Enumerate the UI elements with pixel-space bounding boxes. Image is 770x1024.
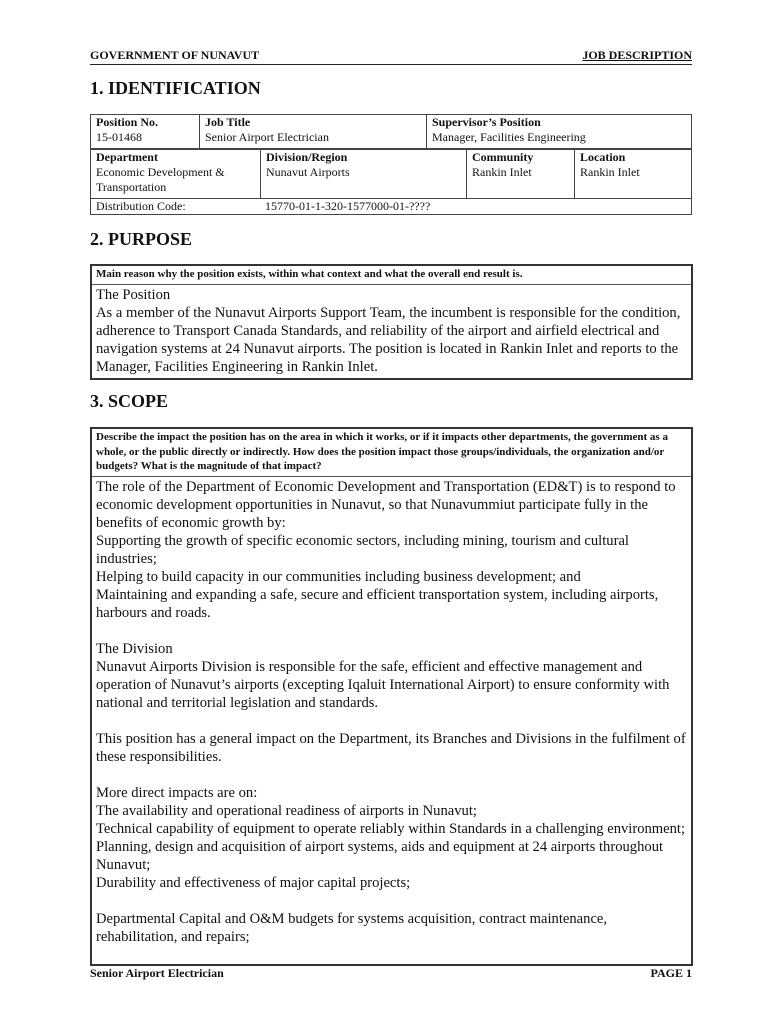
purpose-body — [92, 285, 691, 378]
scope-paragraph: Helping to build capacity in our communities including business development; and — [96, 568, 581, 585]
scope-paragraph: Maintaining and expanding a safe, secure and efficient transportation system, including airports, harbours and roads. — [96, 586, 659, 621]
purpose-text: As a member of the Nunavut Airports Support Team, the incumbent is responsible for the condition, adherence to Transport Canada Standards, and reliability of the airport and airfield electrical and navigation systems at 24 Nunavut airports. The position is located in Rankin Inlet and reports to the Manager, Facilities Engineering in Rankin Inlet. — [96, 304, 681, 375]
paragraph-gap — [96, 712, 687, 730]
division-value: Nunavut Airports — [266, 165, 350, 179]
job-title-cell — [199, 115, 426, 148]
department-label: Department — [96, 150, 158, 164]
scope-body — [92, 477, 691, 948]
division-cell — [260, 150, 466, 198]
community-label: Community — [472, 150, 534, 164]
purpose-instruction: Main reason why the position exists, within what context and what the overall end result is. — [92, 266, 691, 285]
scope-box — [90, 427, 693, 966]
scope-instruction: Describe the impact the position has on the area in which it works, or if it impacts other departments, the government as a whole, or the public directly or indirectly. How does the position impact those groups/individuals, the organization and/or budgets? What is the magnitude of that impact? — [92, 429, 691, 477]
scope-paragraph: The availability and operational readiness of airports in Nunavut; — [96, 802, 477, 819]
location-value: Rankin Inlet — [580, 165, 640, 179]
purpose-box — [90, 264, 693, 380]
paragraph-gap — [96, 622, 687, 640]
paragraph-gap — [96, 892, 687, 910]
scope-division-heading: The Division — [96, 640, 173, 657]
purpose-heading: The Position — [96, 286, 171, 303]
department-cell — [91, 150, 259, 198]
scope-paragraph: More direct impacts are on: — [96, 784, 258, 801]
paragraph-gap — [96, 766, 687, 784]
scope-paragraph: Departmental Capital and O&M budgets for systems acquisition, contract maintenance, rehabilitation, and repairs; — [96, 910, 608, 945]
scope-paragraph: Nunavut Airports Division is responsible for the safe, efficient and effective management and operation of Nunavut’s airports (excepting Iqaluit International Airport) to ensure conformity with national and territorial legislation and standards. — [96, 658, 670, 711]
scope-paragraph: This position has a general impact on the Department, its Branches and Divisions in the fulfilment of these responsibilities. — [96, 730, 686, 765]
section-scope-title: 3. SCOPE — [90, 391, 169, 411]
position-no-value: 15-01468 — [96, 130, 142, 144]
scope-paragraph: Planning, design and acquisition of airport systems, aids and equipment at 24 airports throughout Nunavut; — [96, 838, 664, 873]
supervisor-cell — [426, 115, 692, 148]
position-no-label: Position No. — [96, 115, 159, 129]
section-identification-title: 1. IDENTIFICATION — [90, 78, 261, 98]
scope-paragraph: Durability and effectiveness of major capital projects; — [96, 874, 411, 891]
scope-paragraph: Technical capability of equipment to operate reliably within Standards in a challenging environment; — [96, 820, 686, 837]
supervisor-label: Supervisor’s Position — [432, 115, 541, 129]
header-doc-type: JOB DESCRIPTION — [582, 48, 692, 62]
ident-row-distribution — [90, 198, 692, 215]
ident-row-2 — [90, 149, 692, 199]
scope-paragraph: The role of the Department of Economic Development and Transportation (ED&T) is to respond to economic development opportunities in Nunavut, so that Nunavummiut participate fully in the benefits of economic growth by: — [96, 478, 676, 531]
location-cell — [574, 150, 692, 198]
job-title-value: Senior Airport Electrician — [205, 130, 329, 144]
supervisor-value: Manager, Facilities Engineering — [432, 130, 586, 144]
scope-paragraph: Supporting the growth of specific economic sectors, including mining, tourism and cultural industries; — [96, 532, 629, 567]
location-label: Location — [580, 150, 626, 164]
distribution-value: 15770-01-1-320-1577000-01-???? — [265, 199, 431, 213]
distribution-label: Distribution Code: — [96, 199, 186, 213]
footer-page-number: PAGE 1 — [650, 966, 692, 980]
department-value: Economic Development & Transportation — [96, 165, 225, 194]
section-purpose-title: 2. PURPOSE — [90, 229, 193, 249]
division-label: Division/Region — [266, 150, 348, 164]
page-header — [90, 47, 692, 65]
job-title-label: Job Title — [205, 115, 251, 129]
position-no-cell — [91, 115, 198, 148]
community-value: Rankin Inlet — [472, 165, 532, 179]
community-cell — [466, 150, 574, 198]
document-page — [90, 0, 692, 1024]
footer-title: Senior Airport Electrician — [90, 966, 224, 980]
ident-row-1 — [90, 114, 692, 149]
header-org: GOVERNMENT OF NUNAVUT — [90, 48, 260, 62]
